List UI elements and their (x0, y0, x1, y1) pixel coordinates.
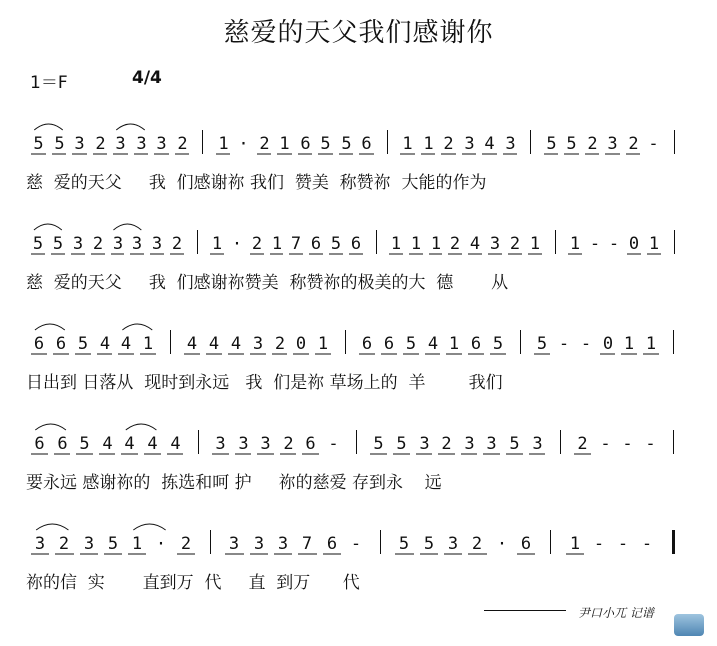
note: · (231, 234, 243, 254)
note: 7 (301, 534, 313, 554)
lyrics-line: 日出到 日落从 现时到永远 我 们是祢 草场上的 羊 我们 (26, 373, 503, 393)
note: 4 (186, 334, 198, 354)
note: 4 (230, 334, 242, 354)
note: 6 (361, 134, 372, 154)
notation-row (0, 234, 717, 256)
note: 6 (470, 334, 482, 354)
note: 2 (177, 134, 188, 154)
note: 6 (350, 234, 362, 254)
note: 1 (569, 234, 581, 254)
note: 3 (447, 534, 459, 554)
note: 1 (279, 134, 290, 154)
note: 1 (423, 134, 434, 154)
note: 1 (271, 234, 283, 254)
note: 2 (180, 534, 192, 554)
underline-marks (0, 234, 717, 264)
note: 3 (532, 434, 543, 454)
note: 2 (628, 134, 639, 154)
note: 3 (253, 534, 265, 554)
note: - (600, 434, 611, 454)
note: 3 (419, 434, 430, 454)
note: 3 (112, 234, 124, 254)
note: - (350, 534, 362, 554)
note: 3 (83, 534, 95, 554)
note: 4 (469, 234, 481, 254)
key-signature: 1＝F (30, 73, 68, 93)
note: 1 (645, 334, 657, 354)
note: 3 (252, 334, 264, 354)
note: 5 (107, 534, 119, 554)
note: 1 (390, 234, 402, 254)
note: 0 (295, 334, 307, 354)
note: 5 (398, 534, 410, 554)
note: 6 (300, 134, 311, 154)
note: - (641, 534, 653, 554)
note: - (617, 534, 629, 554)
note: 2 (577, 434, 588, 454)
note: 3 (260, 434, 271, 454)
note: 6 (57, 434, 68, 454)
note: 6 (305, 434, 316, 454)
note: 2 (95, 134, 106, 154)
note: 0 (628, 234, 640, 254)
note: 5 (566, 134, 577, 154)
note: 6 (520, 534, 532, 554)
note: 1 (569, 534, 581, 554)
note: 5 (32, 234, 44, 254)
note: 1 (211, 234, 223, 254)
note: 1 (448, 334, 460, 354)
note: - (648, 134, 659, 154)
slur-arc (133, 524, 165, 530)
note: 5 (492, 334, 504, 354)
note: 5 (373, 434, 384, 454)
score-system (0, 134, 717, 224)
note: 5 (509, 434, 520, 454)
note: 3 (156, 134, 167, 154)
site-logo-icon (674, 614, 704, 636)
note: 3 (607, 134, 618, 154)
note: 1 (402, 134, 413, 154)
note: 3 (151, 234, 163, 254)
note: 3 (136, 134, 147, 154)
note: 4 (147, 434, 158, 454)
note: 6 (326, 534, 338, 554)
notation-row (0, 434, 717, 456)
note: 1 (142, 334, 154, 354)
note: - (593, 534, 605, 554)
score-system (0, 334, 717, 424)
note: 2 (274, 334, 286, 354)
note: 7 (290, 234, 302, 254)
note: 5 (405, 334, 417, 354)
note: 3 (238, 434, 249, 454)
note: 5 (79, 434, 90, 454)
lyrics-line: 要永远 感谢祢的 拣选和呵 护 祢的慈爱 存到永 远 (26, 473, 442, 493)
note: 2 (92, 234, 104, 254)
slur-arc (35, 324, 65, 330)
note: 6 (383, 334, 395, 354)
slur-arc (35, 424, 66, 430)
lyrics-line: 慈 爱的天父 我 们感谢祢 我们 赞美 称赞祢 大能的作为 (26, 173, 487, 193)
slur-arc (34, 124, 63, 130)
underline-marks (0, 334, 717, 364)
note: 0 (602, 334, 614, 354)
note: · (155, 534, 167, 554)
note: 2 (441, 434, 452, 454)
note: 3 (34, 534, 46, 554)
note: 1 (648, 234, 660, 254)
lyrics-line: 祢的信 实 直到万 代 直 到万 代 (26, 573, 360, 593)
note: 5 (546, 134, 557, 154)
notation-row (0, 534, 717, 556)
note: 1 (131, 534, 143, 554)
note: 4 (99, 334, 111, 354)
note: 2 (509, 234, 521, 254)
note: 3 (228, 534, 240, 554)
score-system (0, 234, 717, 324)
note: 5 (423, 534, 435, 554)
note: 6 (34, 434, 45, 454)
note: - (622, 434, 633, 454)
note: - (580, 334, 592, 354)
note: 1 (317, 334, 329, 354)
note: 5 (77, 334, 89, 354)
note: 2 (171, 234, 183, 254)
note: 3 (74, 134, 85, 154)
underline-marks (0, 534, 717, 564)
lyrics-line: 慈 爱的天父 我 们感谢祢赞美 称赞祢的极美的大 德 从 (26, 273, 509, 293)
slur-arc (126, 424, 157, 430)
note: - (608, 234, 620, 254)
note: 5 (536, 334, 548, 354)
note: 3 (115, 134, 126, 154)
note: 6 (55, 334, 67, 354)
note: · (238, 134, 249, 154)
note: 2 (259, 134, 270, 154)
credit-divider (484, 610, 566, 611)
note: - (645, 434, 656, 454)
note: 5 (320, 134, 331, 154)
underline-marks (0, 134, 717, 164)
note: 1 (430, 234, 442, 254)
note: 5 (330, 234, 342, 254)
note: - (558, 334, 570, 354)
note: 1 (218, 134, 229, 154)
note: 1 (623, 334, 635, 354)
note: 4 (484, 134, 495, 154)
note: 4 (208, 334, 220, 354)
note: 3 (277, 534, 289, 554)
note: 6 (361, 334, 373, 354)
note: 3 (489, 234, 501, 254)
note: 5 (52, 234, 64, 254)
note: 5 (396, 434, 407, 454)
song-title: 慈爱的天父我们感谢你 (223, 18, 494, 48)
score-system (0, 434, 717, 524)
time-signature: 4/4 (132, 68, 162, 88)
note: 4 (102, 434, 113, 454)
note: 4 (124, 434, 135, 454)
note: - (589, 234, 601, 254)
note: 2 (251, 234, 263, 254)
note: - (328, 434, 339, 454)
note: 3 (505, 134, 516, 154)
note: 1 (410, 234, 422, 254)
note: 2 (449, 234, 461, 254)
note: 3 (131, 234, 143, 254)
note: 6 (33, 334, 45, 354)
note: 2 (283, 434, 294, 454)
note: 5 (54, 134, 65, 154)
slur-arc (122, 324, 152, 330)
note: 4 (120, 334, 132, 354)
note: 3 (215, 434, 226, 454)
slur-arc (36, 524, 68, 530)
note: 5 (341, 134, 352, 154)
note: 2 (443, 134, 454, 154)
note: 3 (464, 434, 475, 454)
note: · (496, 534, 508, 554)
note: 2 (587, 134, 598, 154)
note: 3 (464, 134, 475, 154)
note: 6 (310, 234, 322, 254)
note: 5 (33, 134, 44, 154)
note: 4 (427, 334, 439, 354)
underline-marks (0, 434, 717, 464)
notation-row (0, 334, 717, 356)
note: 1 (529, 234, 541, 254)
notation-row (0, 134, 717, 156)
slur-arc (34, 224, 62, 230)
note: 4 (170, 434, 181, 454)
note: 3 (72, 234, 84, 254)
slur-arc (113, 224, 141, 230)
note: 3 (486, 434, 497, 454)
slur-arc (116, 124, 145, 130)
note: 2 (58, 534, 70, 554)
note: 2 (471, 534, 483, 554)
transcriber-credit: 尹口小兀 记谱 (578, 606, 654, 620)
